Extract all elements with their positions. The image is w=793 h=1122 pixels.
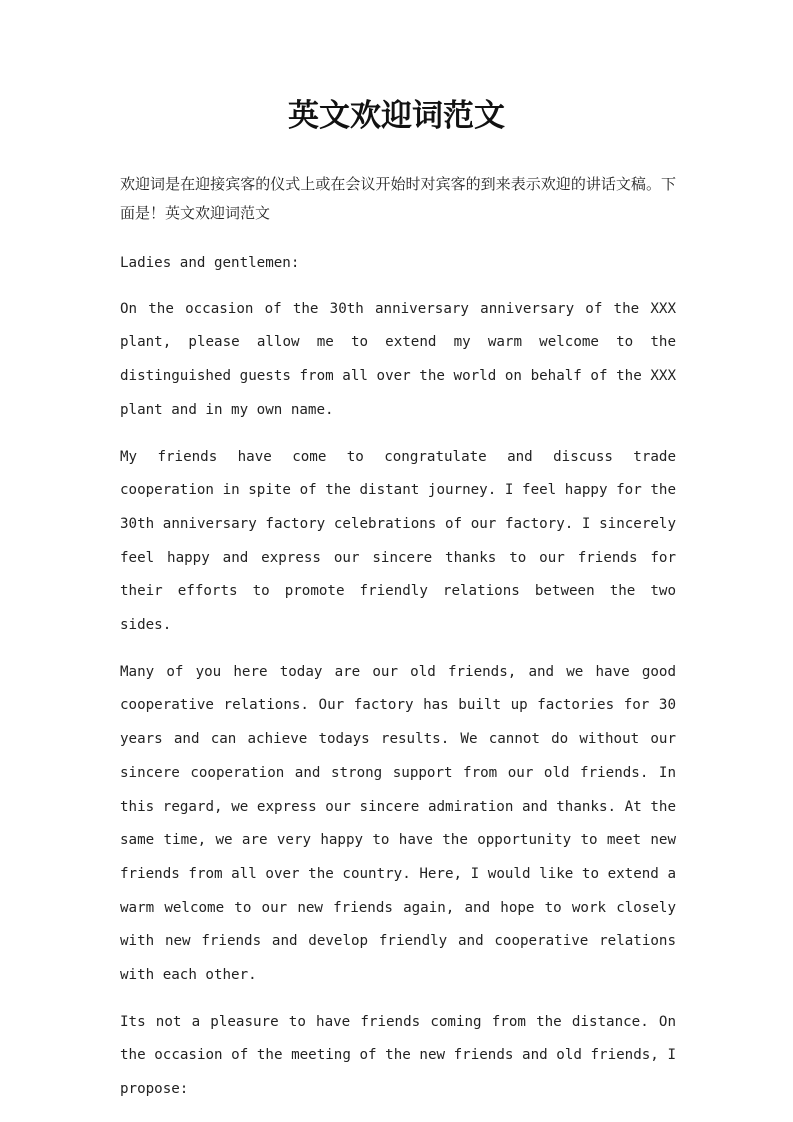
- body-paragraph-3: Many of you here today are our old friends, and we have good cooperative relations. Our factory has built up factories for 30 years and can achieve todays results. We cannot do without our sincere cooperation and strong support from our old friends. In this regard, we express our sincere admiration and thanks. At the same time, we are very happy to have the opportunity to meet new friends from all over the country. Here, I would like to extend a warm welcome to our new friends again, and hope to work closely with new friends and develop friendly and cooperative relations with each other.: [120, 663, 676, 984]
- body-paragraph-1: On the occasion of the 30th anniversary anniversary of the XXX plant, please allow me to extend my warm welcome to the distinguished guests from all over the world on behalf of the XXX plant and in my own name.: [120, 300, 676, 418]
- intro-paragraph: 欢迎词是在迎接宾客的仪式上或在会议开始时对宾客的到来表示欢迎的讲话文稿。下面是！英文欢迎词范文: [120, 175, 676, 222]
- document-title: 英文欢迎词范文: [288, 98, 505, 134]
- document-body: [120, 170, 676, 1120]
- body-paragraph-2: My friends have come to congratulate and discuss trade cooperation in spite of the distant journey. I feel happy for the 30th anniversary factory celebrations of our factory. I sincerely feel happy and express our sincere thanks to our friends for their efforts to promote friendly relations between the two sides.: [120, 448, 676, 634]
- body-paragraph-4: Its not a pleasure to have friends coming from the distance. On the occasion of the meeting of the new friends and old friends, I propose:: [120, 1013, 676, 1098]
- salutation: Ladies and gentlemen:: [120, 255, 300, 271]
